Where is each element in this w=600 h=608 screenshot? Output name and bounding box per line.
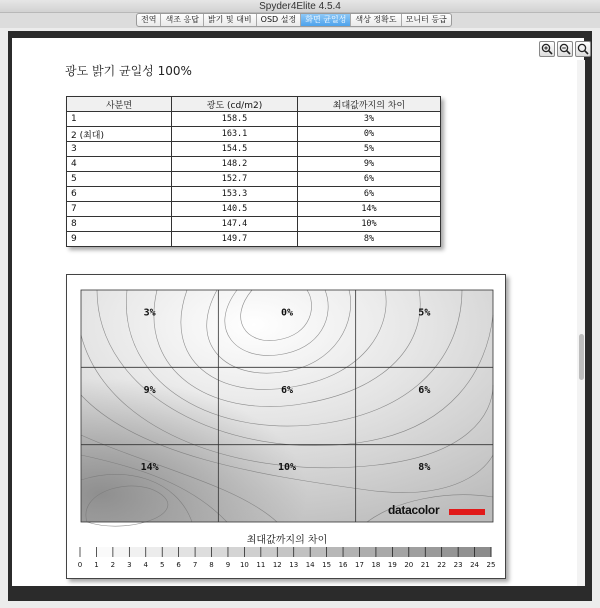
cell-luminance: 153.3 (172, 187, 298, 202)
scale-tick-label-7: 7 (192, 561, 198, 569)
cell-label-4: 9% (143, 384, 156, 396)
zoom-toolbar (12, 38, 584, 60)
scale-swatch-4 (146, 547, 163, 557)
scale-tick-label-2: 2 (110, 561, 116, 569)
zoom-out-icon (559, 43, 571, 55)
report-heading: 광도 밝기 균일성 100% (65, 64, 192, 78)
table-header-row (67, 97, 441, 112)
zoom-reset-button[interactable] (575, 41, 591, 57)
cell-quadrant: 7 (67, 202, 172, 217)
cell-label-8: 10% (277, 462, 297, 474)
zoom-reset-icon (577, 43, 589, 55)
scrollbar-thumb[interactable] (579, 334, 584, 380)
scale-swatch-13 (294, 547, 311, 557)
cell-difference: 0% (298, 127, 441, 142)
scale-tick-label-12: 12 (272, 561, 282, 569)
scale-swatch-16 (343, 547, 360, 557)
scale-tick-label-21: 21 (420, 561, 430, 569)
scale-tick-label-25: 25 (486, 561, 496, 569)
cell-label-2: 0% (280, 307, 294, 319)
tab-4[interactable]: 화면 균일성 (301, 14, 351, 26)
scale-swatch-2 (113, 547, 130, 557)
cell-label-7: 14% (140, 462, 159, 474)
heatmap-plot (81, 290, 493, 526)
cell-luminance: 148.2 (172, 157, 298, 172)
cell-label-1: 3% (143, 307, 156, 319)
scale-swatch-6 (179, 547, 196, 557)
scale-swatch-1 (96, 547, 113, 557)
scale-tick-label-3: 3 (127, 561, 132, 569)
scale-swatch-5 (162, 547, 179, 557)
scale-swatch-23 (458, 547, 475, 557)
scale-tick-label-10: 10 (239, 561, 249, 569)
cell-luminance: 147.4 (172, 217, 298, 232)
cell-difference: 14% (298, 202, 441, 217)
zoom-out-button[interactable] (557, 41, 573, 57)
scale-tick-label-17: 17 (355, 561, 364, 569)
cell-quadrant: 2 (최대) (67, 127, 172, 142)
window-title: Spyder4Elite 4.5.4 (259, 1, 341, 12)
table-row (67, 127, 441, 142)
tab-2[interactable]: 밝기 및 대비 (204, 14, 257, 26)
tab-bar (0, 13, 600, 28)
title-bar (0, 0, 600, 13)
table-row (67, 232, 441, 247)
scale-tick-label-1: 1 (94, 561, 99, 569)
cell-luminance: 158.5 (172, 112, 298, 127)
scale-caption: 최대값까지의 차이 (246, 535, 328, 546)
scale-tick-label-14: 14 (305, 561, 315, 569)
table-row (67, 172, 441, 187)
tab-group (136, 13, 452, 27)
scale-tick-label-8: 8 (209, 561, 214, 569)
brand-logo-bar (449, 509, 485, 515)
scale-tick-label-5: 5 (159, 561, 165, 569)
cell-difference: 9% (298, 157, 441, 172)
tab-1[interactable]: 색조 응답 (161, 14, 203, 26)
scale-swatch-14 (310, 547, 327, 557)
tab-6[interactable]: 모니터 등급 (405, 15, 447, 24)
scale-tick-label-0: 0 (77, 561, 83, 569)
scale-tick-label-4: 4 (143, 561, 148, 569)
cell-label-6: 6% (418, 384, 431, 396)
table-row (67, 217, 441, 232)
scale-swatch-0 (80, 547, 97, 557)
uniformity-chart (66, 274, 506, 579)
cell-quadrant: 8 (67, 217, 172, 232)
cell-label-3: 5% (418, 307, 431, 319)
scale-swatch-11 (261, 547, 278, 557)
scale-tick-label-20: 20 (404, 561, 414, 569)
cell-difference: 10% (298, 217, 441, 232)
table-row (67, 142, 441, 157)
col-header-luminance: 광도 (cd/m2) (172, 97, 298, 112)
scale-swatch-19 (392, 547, 409, 557)
cell-difference: 6% (298, 187, 441, 202)
scale-tick-label-24: 24 (470, 561, 480, 569)
tab-0[interactable]: 전역 (137, 14, 161, 26)
scale-tick-label-6: 6 (176, 561, 181, 569)
scale-swatch-15 (327, 547, 344, 557)
tab-3[interactable]: OSD 설정 (257, 14, 302, 26)
brand-logo: datacolor (388, 503, 440, 517)
cell-luminance: 163.1 (172, 127, 298, 142)
table-row (67, 187, 441, 202)
scale-swatch-21 (425, 547, 442, 557)
cell-difference: 3% (298, 112, 441, 127)
cell-quadrant: 3 (67, 142, 172, 157)
cell-difference: 6% (298, 172, 441, 187)
cell-difference: 8% (298, 232, 441, 247)
scale-tick-label-22: 22 (437, 561, 447, 569)
scale-swatch-22 (442, 547, 459, 557)
scale-swatch-17 (359, 547, 376, 557)
cell-luminance: 140.5 (172, 202, 298, 217)
scale-swatch-24 (475, 547, 492, 557)
col-header-difference: 최대값까지의 차이 (298, 97, 441, 112)
scale-swatch-8 (212, 547, 229, 557)
tab-5[interactable]: 색상 정확도 (351, 14, 401, 26)
zoom-in-button[interactable] (539, 41, 555, 57)
scale-swatch-18 (376, 547, 393, 557)
cell-label-5: 6% (280, 384, 294, 396)
scale-tick-label-18: 18 (371, 561, 381, 569)
cell-quadrant: 5 (67, 172, 172, 187)
cell-luminance: 154.5 (172, 142, 298, 157)
scale-swatch-20 (409, 547, 426, 557)
table-row (67, 157, 441, 172)
cell-quadrant: 1 (67, 112, 172, 127)
cell-label-9: 8% (418, 462, 431, 474)
scale-tick-label-19: 19 (387, 561, 397, 569)
scale-swatch-10 (244, 547, 261, 557)
scale-swatch-9 (228, 547, 245, 557)
scale-swatch-12 (277, 547, 294, 557)
col-header-quadrant: 사분면 (67, 97, 172, 112)
table-body (67, 112, 441, 247)
cell-luminance: 149.7 (172, 232, 298, 247)
scale-tick-label-16: 16 (338, 561, 348, 569)
scale-tick-label-15: 15 (322, 561, 332, 569)
scale-tick-label-13: 13 (289, 561, 299, 569)
color-scale (78, 547, 496, 569)
scale-tick-label-9: 9 (225, 561, 231, 569)
scale-tick-label-23: 23 (453, 561, 463, 569)
table-row (67, 202, 441, 217)
scale-swatch-3 (129, 547, 146, 557)
luminance-table (66, 96, 441, 247)
table-row (67, 112, 441, 127)
cell-quadrant: 4 (67, 157, 172, 172)
scale-tick-label-11: 11 (256, 561, 266, 569)
scale-swatch-7 (195, 547, 212, 557)
cell-quadrant: 9 (67, 232, 172, 247)
zoom-in-icon (541, 43, 553, 55)
cell-quadrant: 6 (67, 187, 172, 202)
vertical-scrollbar[interactable] (577, 60, 585, 586)
cell-difference: 5% (298, 142, 441, 157)
cell-luminance: 152.7 (172, 172, 298, 187)
